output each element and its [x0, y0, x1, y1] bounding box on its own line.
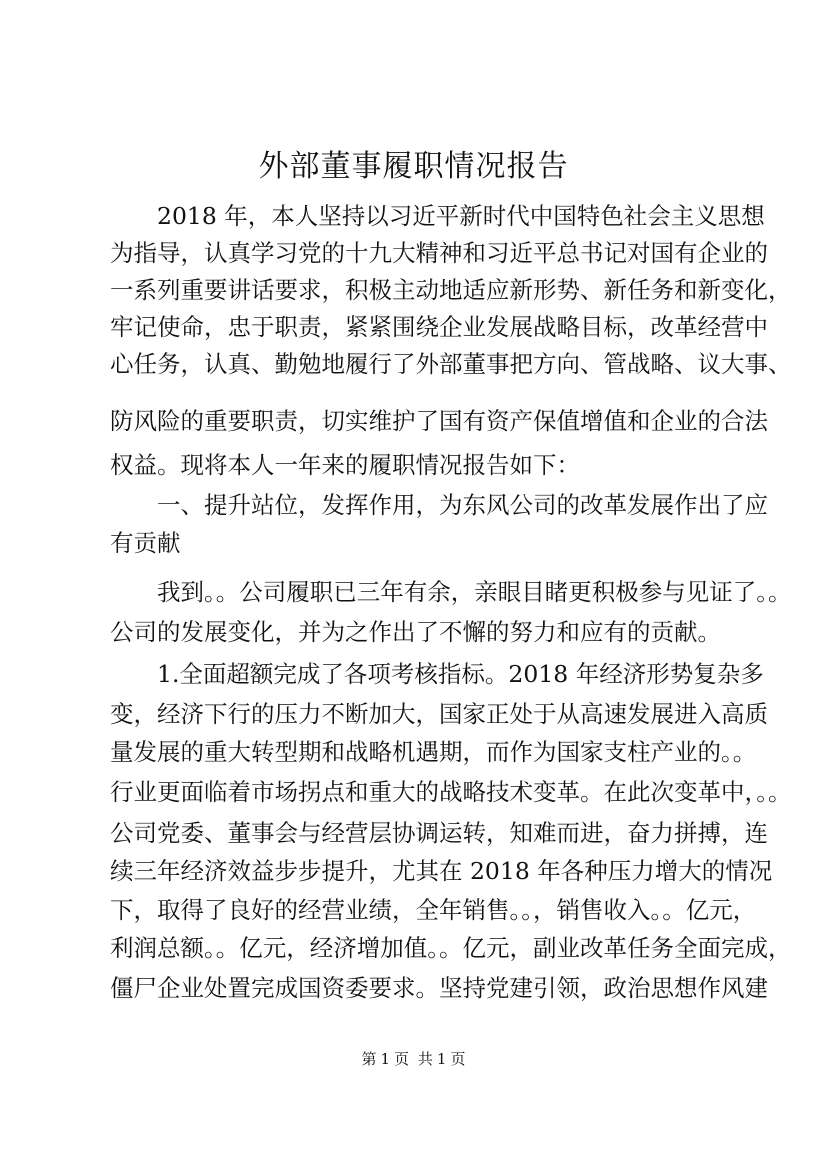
paragraph-line: 牢记使命，忠于职责，紧紧围绕企业发展战略目标，改革经营中 [110, 313, 768, 341]
document-title: 外部董事履职情况报告 [258, 149, 569, 184]
paragraph-line: 利润总额。。亿元，经济增加值。。亿元，副业改革任务全面完成， [110, 934, 792, 962]
paragraph-line: 防风险的重要职责，切实维护了国有资产保值增值和企业的合法 [110, 407, 768, 435]
paragraph-line: 我到。。公司履职已三年有余，亲眼目睹更积极参与见证了。。 [157, 578, 792, 606]
paragraph-line: 续三年经济效益步步提升，尤其在 2018 年各种压力增大的情况 [110, 857, 773, 885]
page-number: 1 [380, 1050, 391, 1068]
paragraph-line: 公司党委、董事会与经营层协调运转，知难而进，奋力拼搏，连 [110, 819, 768, 847]
paragraph-line: 权益。现将本人一年来的履职情况报告如下： [110, 451, 580, 479]
paragraph-line: 心任务，认真、勤勉地履行了外部董事把方向、管战略、议大事、 [110, 350, 792, 378]
total-number: 1 [436, 1050, 447, 1068]
total-label: 共 [417, 1050, 433, 1068]
section-heading-line: 有贡献 [110, 529, 181, 557]
total-unit: 页 [450, 1050, 466, 1068]
page-unit: 页 [394, 1050, 410, 1068]
paragraph-line: 2018 年，本人坚持以习近平新时代中国特色社会主义思想 [157, 202, 765, 230]
page-label: 第 [361, 1050, 377, 1068]
page-footer [0, 1049, 827, 1069]
paragraph-line: 下，取得了良好的经营业绩，全年销售。。，销售收入。。亿元， [110, 896, 757, 924]
section-heading-line: 一、提升站位，发挥作用，为东风公司的改革发展作出了应 [157, 491, 768, 519]
paragraph-line: 1.全面超额完成了各项考核指标。2018 年经济形势复杂多 [157, 660, 764, 688]
paragraph-line: 僵尸企业处置完成国资委要求。坚持党建引领，政治思想作风建 [110, 974, 768, 1002]
paragraph-line: 量发展的重大转型期和战略机遇期，而作为国家支柱产业的。。 [110, 738, 757, 766]
paragraph-line: 公司的发展变化，并为之作出了不懈的努力和应有的贡献。 [110, 618, 721, 646]
paragraph-line: 一系列重要讲话要求，积极主动地适应新形势、新任务和新变化， [110, 276, 792, 304]
paragraph-line: 变，经济下行的压力不断加大，国家正处于从高速发展进入高质 [110, 700, 768, 728]
paragraph-line: 为指导，认真学习党的十九大精神和习近平总书记对国有企业的 [110, 239, 768, 267]
paragraph-line: 行业更面临着市场拐点和重大的战略技术变革。在此次变革中，。。 [110, 778, 792, 806]
